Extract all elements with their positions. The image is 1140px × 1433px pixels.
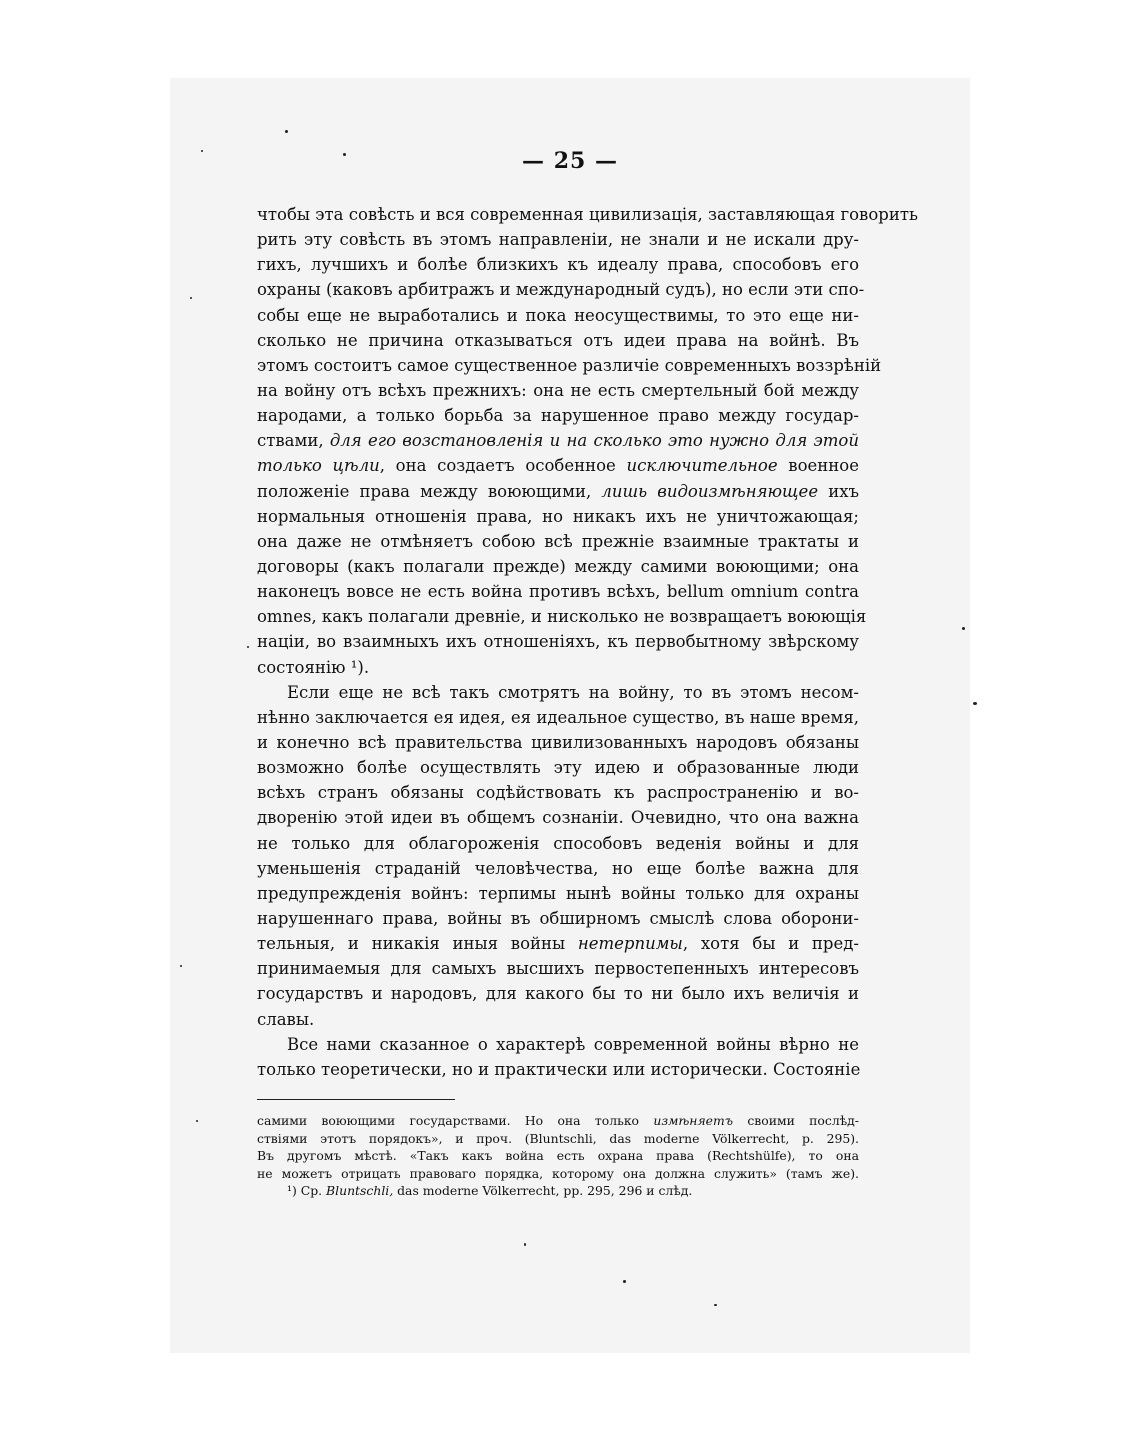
text-line bbox=[257, 906, 859, 931]
text-line bbox=[257, 956, 859, 981]
italic-text: исключительное bbox=[626, 456, 778, 476]
footnote-line bbox=[257, 1165, 859, 1183]
text-line bbox=[257, 328, 859, 353]
scan-speck bbox=[962, 627, 965, 630]
text-run: договоры (какъ полагали прежде) между самими воюющими; она bbox=[257, 556, 859, 576]
text-run: Все нами сказанное о характерѣ современной войны вѣрно не bbox=[287, 1034, 859, 1054]
text-run: принимаемыя для самыхъ высшихъ первостепенныхъ интересовъ bbox=[257, 959, 859, 979]
text-line bbox=[257, 428, 859, 453]
text-run: народами, а только борьба за нарушенное право между государ- bbox=[257, 406, 859, 426]
text-run: военное bbox=[777, 456, 859, 476]
scan-speck bbox=[343, 153, 346, 156]
text-line bbox=[257, 1057, 859, 1082]
text-run: двоpенію этой идеи въ общемъ сознаніи. Очевидно, что она важна bbox=[257, 808, 859, 828]
text-run: она даже не отмѣняетъ собою всѣ прежніе взаимные трактаты и bbox=[257, 531, 859, 551]
text-run: уменьшенія страданій человѣчества, но еще болѣе важна для bbox=[257, 858, 859, 878]
text-run: ¹) Cp. bbox=[287, 1183, 327, 1198]
text-line bbox=[257, 1007, 859, 1032]
text-run: сколько не причина отказываться отъ идеи права на войнѣ. Въ bbox=[257, 330, 859, 350]
text-run: нарушеннаго права, войны въ обширномъ смыслѣ слова оборони- bbox=[257, 908, 859, 928]
text-run: только теоретически, но и практически или исторически. Состояніе bbox=[257, 1059, 861, 1079]
text-run: не можетъ отрицать правоваго порядка, которому она должна служить» (тамъ же). bbox=[257, 1165, 859, 1181]
text-run: націи, во взаимныхъ ихъ отношеніяхъ, къ первобытному звѣрскому bbox=[257, 632, 859, 652]
text-run: ствами, bbox=[257, 431, 330, 451]
text-run: чтобы эта совѣсть и вся современная цивилизація, заставляющая говорить bbox=[257, 205, 918, 224]
text-line bbox=[257, 705, 859, 730]
scan-speck bbox=[247, 646, 249, 648]
text-line bbox=[257, 755, 859, 780]
text-line bbox=[257, 202, 918, 227]
italic-text: для его возстановленія и на сколько это нужно для этой bbox=[329, 431, 859, 451]
text-line bbox=[257, 504, 859, 529]
scan-speck bbox=[201, 150, 203, 152]
text-line bbox=[257, 805, 859, 830]
text-run: рить эту совѣсть въ этомъ направленіи, не знали и не искали дру- bbox=[257, 230, 859, 250]
text-run: возможно болѣе осуществлять эту идею и образованные люди bbox=[257, 758, 859, 778]
text-run: самими воюющими государствами. Но она только bbox=[257, 1113, 654, 1128]
text-run: славы. bbox=[257, 1009, 315, 1029]
text-line bbox=[257, 378, 859, 403]
text-run: не только для облагороженія способовъ веденія войны и для bbox=[257, 833, 859, 853]
footnotes bbox=[257, 1112, 859, 1200]
text-run: гихъ, лучшихъ и болѣе близкихъ къ идеалу права, способовъ его bbox=[257, 255, 859, 275]
text-run: собы еще не выработались и пока неосуществимы, то это еще ни- bbox=[257, 305, 859, 325]
text-line bbox=[257, 931, 859, 956]
scan-speck bbox=[196, 1120, 198, 1122]
text-line bbox=[257, 579, 859, 604]
italic-text: измѣняетъ bbox=[653, 1113, 733, 1128]
text-run: охраны (каковъ арбитражъ и международный судъ), но если эти спо- bbox=[257, 280, 865, 300]
text-line bbox=[257, 1032, 859, 1057]
text-run: своими послѣд- bbox=[733, 1113, 859, 1128]
text-run: предупрежденія войнъ: терпимы нынѣ войны только для охраны bbox=[257, 883, 859, 903]
text-run: положеніе права между воюющими, bbox=[257, 481, 602, 501]
scan-speck bbox=[714, 1304, 717, 1306]
text-run: ствіями этотъ порядокъ», и проч. (Bluntschli, das moderne Völkerrecht, p. 295). bbox=[257, 1130, 859, 1146]
italic-text: Bluntschli, bbox=[326, 1183, 394, 1198]
text-line bbox=[257, 252, 859, 277]
text-line bbox=[257, 353, 882, 378]
text-line bbox=[257, 629, 859, 654]
text-line bbox=[257, 730, 859, 755]
scan-speck bbox=[623, 1280, 626, 1283]
text-line bbox=[257, 780, 859, 805]
text-run: этомъ состоитъ самое существенное различіе современныхъ воззрѣній bbox=[257, 355, 882, 375]
text-line bbox=[257, 680, 859, 705]
text-line bbox=[257, 453, 859, 478]
text-run: тельныя, и никакія иныя войны bbox=[257, 934, 578, 954]
footnote-line bbox=[257, 1147, 859, 1165]
text-run: Если еще не всѣ такъ смотрятъ на войну, то въ этомъ несом- bbox=[287, 682, 859, 702]
footnote-line bbox=[257, 1130, 859, 1148]
page-number: — 25 — bbox=[522, 148, 618, 174]
text-run: , она создаетъ особенное bbox=[379, 456, 627, 476]
italic-text: только цѣли bbox=[257, 456, 380, 476]
text-run: нѣнно заключается ея идея, ея идеальное существо, въ наше время, bbox=[257, 707, 859, 727]
scan-speck bbox=[190, 297, 192, 299]
text-line bbox=[257, 981, 859, 1006]
text-line bbox=[257, 881, 859, 906]
text-line bbox=[257, 655, 859, 680]
text-run: наконецъ вовсе не есть война противъ всѣхъ, bellum omnium contra bbox=[257, 582, 859, 602]
text-run: и конечно всѣ правительства цивилизованныхъ народовъ обязаны bbox=[257, 732, 859, 752]
text-run: на войну отъ всѣхъ прежнихъ: она не есть смертельный бой между bbox=[257, 380, 859, 400]
footnote-line bbox=[257, 1182, 859, 1200]
text-line bbox=[257, 554, 859, 579]
scan-speck bbox=[285, 130, 288, 133]
scan-speck bbox=[524, 1243, 526, 1246]
text-run: нормальныя отношенія права, но никакъ ихъ не уничтожающая; bbox=[257, 506, 859, 526]
italic-text: нетерпимы bbox=[577, 934, 683, 954]
main-text bbox=[257, 202, 918, 1082]
footnote-separator bbox=[257, 1099, 455, 1100]
text-run: , хотя бы и пред- bbox=[682, 934, 859, 954]
text-run: das moderne Völkerrecht, pp. 295, 296 и слѣд. bbox=[393, 1183, 693, 1198]
text-line bbox=[257, 529, 859, 554]
text-line bbox=[257, 303, 859, 328]
text-run: состоянію ¹). bbox=[257, 657, 370, 677]
text-line bbox=[257, 227, 859, 252]
text-line bbox=[257, 403, 859, 428]
scan-speck bbox=[973, 702, 977, 705]
text-line bbox=[257, 831, 859, 856]
text-run: omnes, какъ полагали древніе, и нисколько не возвращаетъ воюющія bbox=[257, 607, 867, 627]
text-run: ихъ bbox=[818, 481, 860, 501]
footnote-line bbox=[257, 1112, 859, 1130]
text-run: Въ другомъ мѣстѣ. «Такъ какъ война есть охрана права (Rechtshülfe), то она bbox=[257, 1148, 859, 1163]
text-run: государствъ и народовъ, для какого бы то ни было ихъ величія и bbox=[257, 984, 859, 1004]
text-run: всѣхъ странъ обязаны содѣйствовать къ распространенію и во- bbox=[257, 783, 859, 803]
italic-text: лишь видоизмѣняющее bbox=[601, 481, 819, 501]
scan-speck bbox=[180, 965, 182, 967]
text-line bbox=[257, 479, 859, 504]
text-line bbox=[257, 277, 865, 302]
text-line bbox=[257, 604, 867, 629]
text-line bbox=[257, 856, 859, 881]
